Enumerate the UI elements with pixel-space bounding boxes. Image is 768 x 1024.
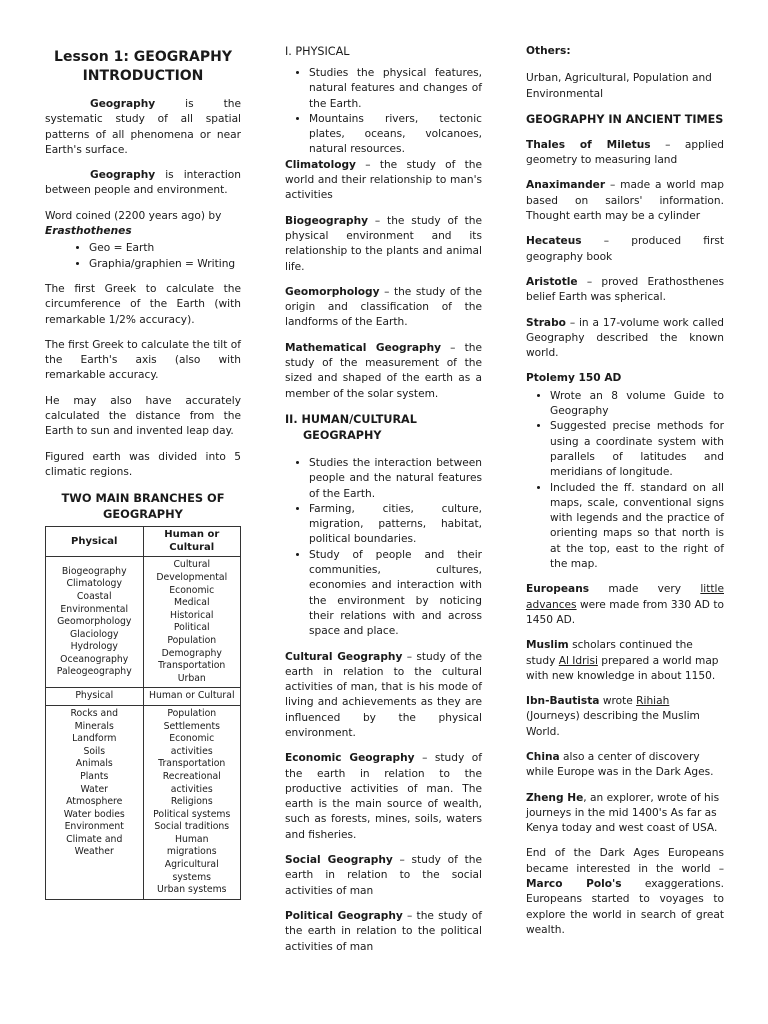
ancient-heading: GEOGRAPHY IN ANCIENT TIMES <box>526 112 724 126</box>
table-cell: Human or Cultural <box>143 688 241 706</box>
table-cell-line: Oceanography <box>60 653 129 665</box>
entry-text: – proved Erathosthenes belief Earth was spherical. <box>526 275 724 304</box>
term: Political Geography <box>285 909 403 922</box>
table-cell-line: Weather <box>74 846 114 858</box>
table-cell-line: Environmental <box>60 603 129 615</box>
ptolemy-heading: Ptolemy 150 AD <box>526 372 622 385</box>
table-cell: Physical <box>46 688 144 706</box>
table-cell-line: Developmental <box>156 572 228 584</box>
human-heading-2: GEOGRAPHY <box>303 428 382 442</box>
term: Cultural Geography <box>285 650 403 663</box>
column-1 <box>45 44 241 900</box>
dark-ages-entry <box>526 846 724 938</box>
entry-text: were made from 330 AD to 1450 AD. <box>526 598 724 626</box>
table-header-human: Human or Cultural <box>143 527 241 557</box>
paragraph: Figured earth was divided into 5 climatic regions. <box>45 450 241 478</box>
strabo-entry <box>526 316 724 362</box>
word-coined <box>45 209 241 240</box>
entry-text: – the study of the earth in relation to the political activities of man <box>285 909 482 953</box>
human-heading: II. HUMAN/CULTURAL <box>285 412 417 426</box>
term: Muslim <box>526 639 569 652</box>
geomorphology-entry <box>285 285 482 331</box>
table-cell-line: Water <box>80 783 108 795</box>
table-cell-line: Human <box>174 833 209 845</box>
table-cell-line: Climatology <box>66 578 122 590</box>
table-cell-line: Economic <box>169 733 215 745</box>
table-cell-line: Coastal <box>76 590 112 602</box>
climatology-entry <box>285 158 482 204</box>
underlined-text: Rihiah <box>636 695 670 708</box>
table-cell-line: Recreational <box>162 770 221 782</box>
zheng-entry <box>526 791 724 837</box>
table-cell <box>46 557 144 688</box>
definition-2 <box>45 168 241 199</box>
term: Anaximander <box>526 179 606 192</box>
political-entry <box>285 909 482 955</box>
branches-table <box>45 526 241 900</box>
table-cell-line: systems <box>172 871 211 883</box>
others-heading: Others: <box>526 45 571 57</box>
list-item: • Mountains rivers, tectonic plates, oceans, volcanoes, natural resources. <box>309 112 482 158</box>
table-cell-line: Hydrology <box>70 641 118 653</box>
table-cell-line: Climate and <box>66 833 123 845</box>
term: Geomorphology <box>285 285 380 298</box>
table-cell-line: Soils <box>83 745 106 757</box>
table-header-physical: Physical <box>46 527 144 557</box>
table-cell-line: Environment <box>64 821 124 833</box>
china-entry <box>526 750 724 781</box>
table-cell-line: Political systems <box>153 808 231 820</box>
muslim-entry <box>526 638 724 684</box>
table-cell-line: Population <box>167 634 217 646</box>
entry-text: exaggerations. Europeans started to voyages to explore the world in search of great wealth. <box>526 878 724 936</box>
table-cell-line: Animals <box>75 758 113 770</box>
table-cell-line: Paleogeography <box>56 666 132 678</box>
term: Biogeography <box>285 214 369 227</box>
branches-title: TWO MAIN BRANCHES OF GEOGRAPHY <box>61 491 225 522</box>
table-cell-line: Settlements <box>163 720 220 732</box>
biogeography-entry <box>285 214 482 275</box>
list-item: • Farming, cities, culture, migration, patterns, habitat, political boundaries. <box>309 502 482 548</box>
table-cell-line: Agricultural <box>164 859 219 871</box>
entry-text: – study of the earth in relation to the social activities of man <box>285 854 482 897</box>
entry-text: also a center of discovery while Europe was in the Dark Ages. <box>526 750 714 779</box>
table-cell-line: Rocks and <box>70 707 118 719</box>
table-cell <box>46 705 144 899</box>
table-cell-line: Atmosphere <box>66 796 123 808</box>
etymology-list <box>45 241 241 272</box>
entry-text: – the study of the origin and classification of the landforms of the Earth. <box>285 285 482 329</box>
table-cell-line: Glaciology <box>69 628 119 640</box>
entry-text: End of the Dark Ages Europeans became interested in the world – <box>526 847 724 875</box>
entry-text: (Journeys) describing the Muslim World. <box>526 710 700 738</box>
table-cell-line: Medical <box>173 597 210 609</box>
lesson-title: Lesson 1: GEOGRAPHY INTRODUCTION <box>54 49 232 84</box>
list-item: • Included the ff. standard on all maps, scale, conventional signs with legends and the practice of orienting maps so that north is at the top, east to the right of the map. <box>550 481 724 573</box>
physical-list <box>285 66 482 158</box>
table-cell-line: Water bodies <box>63 808 125 820</box>
table-cell-line: Social traditions <box>154 821 230 833</box>
underlined-text: Al Idrisi <box>558 654 598 667</box>
term: Hecateus <box>526 235 582 248</box>
table-cell-line: Transportation <box>158 660 226 672</box>
term: China <box>526 750 560 763</box>
hecateus-entry <box>526 234 724 265</box>
term: Social Geography <box>285 854 393 867</box>
entry-text: wrote <box>599 695 637 708</box>
entry-text: – applied geometry to measuring land <box>526 138 724 167</box>
table-cell-line: Minerals <box>74 720 114 732</box>
table-cell-line: Biogeography <box>61 565 127 577</box>
term: Thales of Miletus <box>526 138 651 151</box>
entry-text: – study of the earth in relation to the productive activities of man. The earth is the main source of wealth, such as forests, mines, soils, waters and fisheries. <box>285 752 482 841</box>
table-cell-line: migrations <box>166 846 217 858</box>
term-geography: Geography <box>90 169 156 182</box>
others-text: Urban, Agricultural, Population and Environmental <box>526 72 712 100</box>
column-3 <box>526 44 724 948</box>
table-cell-line: Cultural <box>173 559 211 571</box>
term: Aristotle <box>526 275 578 288</box>
column-2 <box>285 44 482 965</box>
entry-text: – made a world map based on sailors' information. Thought earth may be a cylinder <box>526 179 724 223</box>
list-item: • Graphia/graphien = Writing <box>89 257 241 272</box>
mathgeo-entry <box>285 341 482 402</box>
table-cell <box>143 705 241 899</box>
term: Strabo <box>526 316 566 329</box>
entry-text: , an explorer, wrote of his journeys in the mid 1400's As far as Kenya today and west coast of USA. <box>526 791 720 835</box>
list-item: • Studies the physical features, natural features and changes of the Earth. <box>309 66 482 112</box>
human-list <box>285 456 482 640</box>
list-item: • Studies the interaction between people and the natural features of the Earth. <box>309 456 482 502</box>
table-cell-line: Historical <box>169 609 214 621</box>
economic-entry <box>285 751 482 843</box>
table-cell-line: Population <box>167 707 217 719</box>
list-item: • Suggested precise methods for using a coordinate system with parallels of latitudes and meridians of longitude. <box>550 419 724 480</box>
term: Zheng He <box>526 791 584 804</box>
table-cell <box>143 557 241 688</box>
ibn-entry <box>526 694 724 740</box>
anaximander-entry <box>526 178 724 224</box>
term: Economic Geography <box>285 752 415 765</box>
paragraph: He may also have accurately calculated the distance from the Earth to sun and invented leap day. <box>45 394 241 438</box>
entry-text: – the study of the physical environment and its relationship to the plants and animal life. <box>285 214 482 273</box>
physical-heading: I. PHYSICAL <box>285 45 350 58</box>
underlined-text: little advances <box>526 583 724 611</box>
entry-text: – produced first geography book <box>526 235 724 263</box>
table-cell-line: activities <box>170 745 213 757</box>
table-cell-line: Geomorphology <box>57 616 132 628</box>
term: Mathematical Geography <box>285 341 442 354</box>
entry-text: – the study of the measurement of the sized and shaped of the earth as a member of the solar system. <box>285 341 482 400</box>
term: Ibn-Bautista <box>526 695 600 708</box>
table-cell-line: Landform <box>72 733 117 745</box>
table-cell-line: Urban systems <box>156 884 227 896</box>
social-entry <box>285 853 482 899</box>
europeans-entry <box>526 582 724 628</box>
table-cell-line: activities <box>170 783 213 795</box>
paragraph: The first Greek to calculate the circumference of the Earth (with remarkable 1/2% accuracy). <box>45 282 241 326</box>
cultural-entry <box>285 650 482 742</box>
table-cell-line: Economic <box>169 584 215 596</box>
definition-1-text: is the systematic study of all spatial patterns of all phenomena or near Earth's surface. <box>45 98 241 156</box>
thales-entry <box>526 138 724 169</box>
entry-text: – the study of the world and their relationship to man's activities <box>285 158 482 202</box>
table-cell-line: Transportation <box>158 758 226 770</box>
aristotle-entry <box>526 275 724 306</box>
list-item: • Wrote an 8 volume Guide to Geography <box>550 389 724 420</box>
entry-text: prepared a world map with new knowledge in about 1150. <box>526 654 719 682</box>
term: Climatology <box>285 158 356 171</box>
list-item: • Study of people and their communities, cultures, economies and interaction with the environment by noticing their relations with and across space and place. <box>309 548 482 640</box>
table-cell-line: Urban <box>177 672 206 684</box>
definition-1 <box>45 97 241 158</box>
entry-text: – study of the earth in relation to the cultural activities of man, that is his mode of living and achievements as they are influenced by the physical environment. <box>285 650 482 739</box>
definition-2-text: is interaction between people and environment. <box>45 169 241 197</box>
entry-text: scholars continued the study <box>526 639 693 667</box>
paragraph: The first Greek to calculate the tilt of the Earth's axis (also with remarkable accuracy. <box>45 338 241 382</box>
entry-text: made very <box>589 583 701 596</box>
list-item: • Geo = Earth <box>89 241 241 256</box>
table-cell-line: Plants <box>80 770 109 782</box>
table-cell-line: Demography <box>161 647 222 659</box>
word-coined-text: Word coined (2200 years ago) by <box>45 209 222 222</box>
term-geography: Geography <box>90 98 156 110</box>
table-cell-line: Religions <box>170 796 213 808</box>
coined-name: Erasthothenes <box>45 225 132 238</box>
term: Marco Polo's <box>526 878 622 891</box>
entry-text: – in a 17-volume work called Geography described the known world. <box>526 316 724 360</box>
term: Europeans <box>526 583 590 596</box>
table-cell-line: Political <box>173 622 210 634</box>
ptolemy-list <box>526 389 724 573</box>
